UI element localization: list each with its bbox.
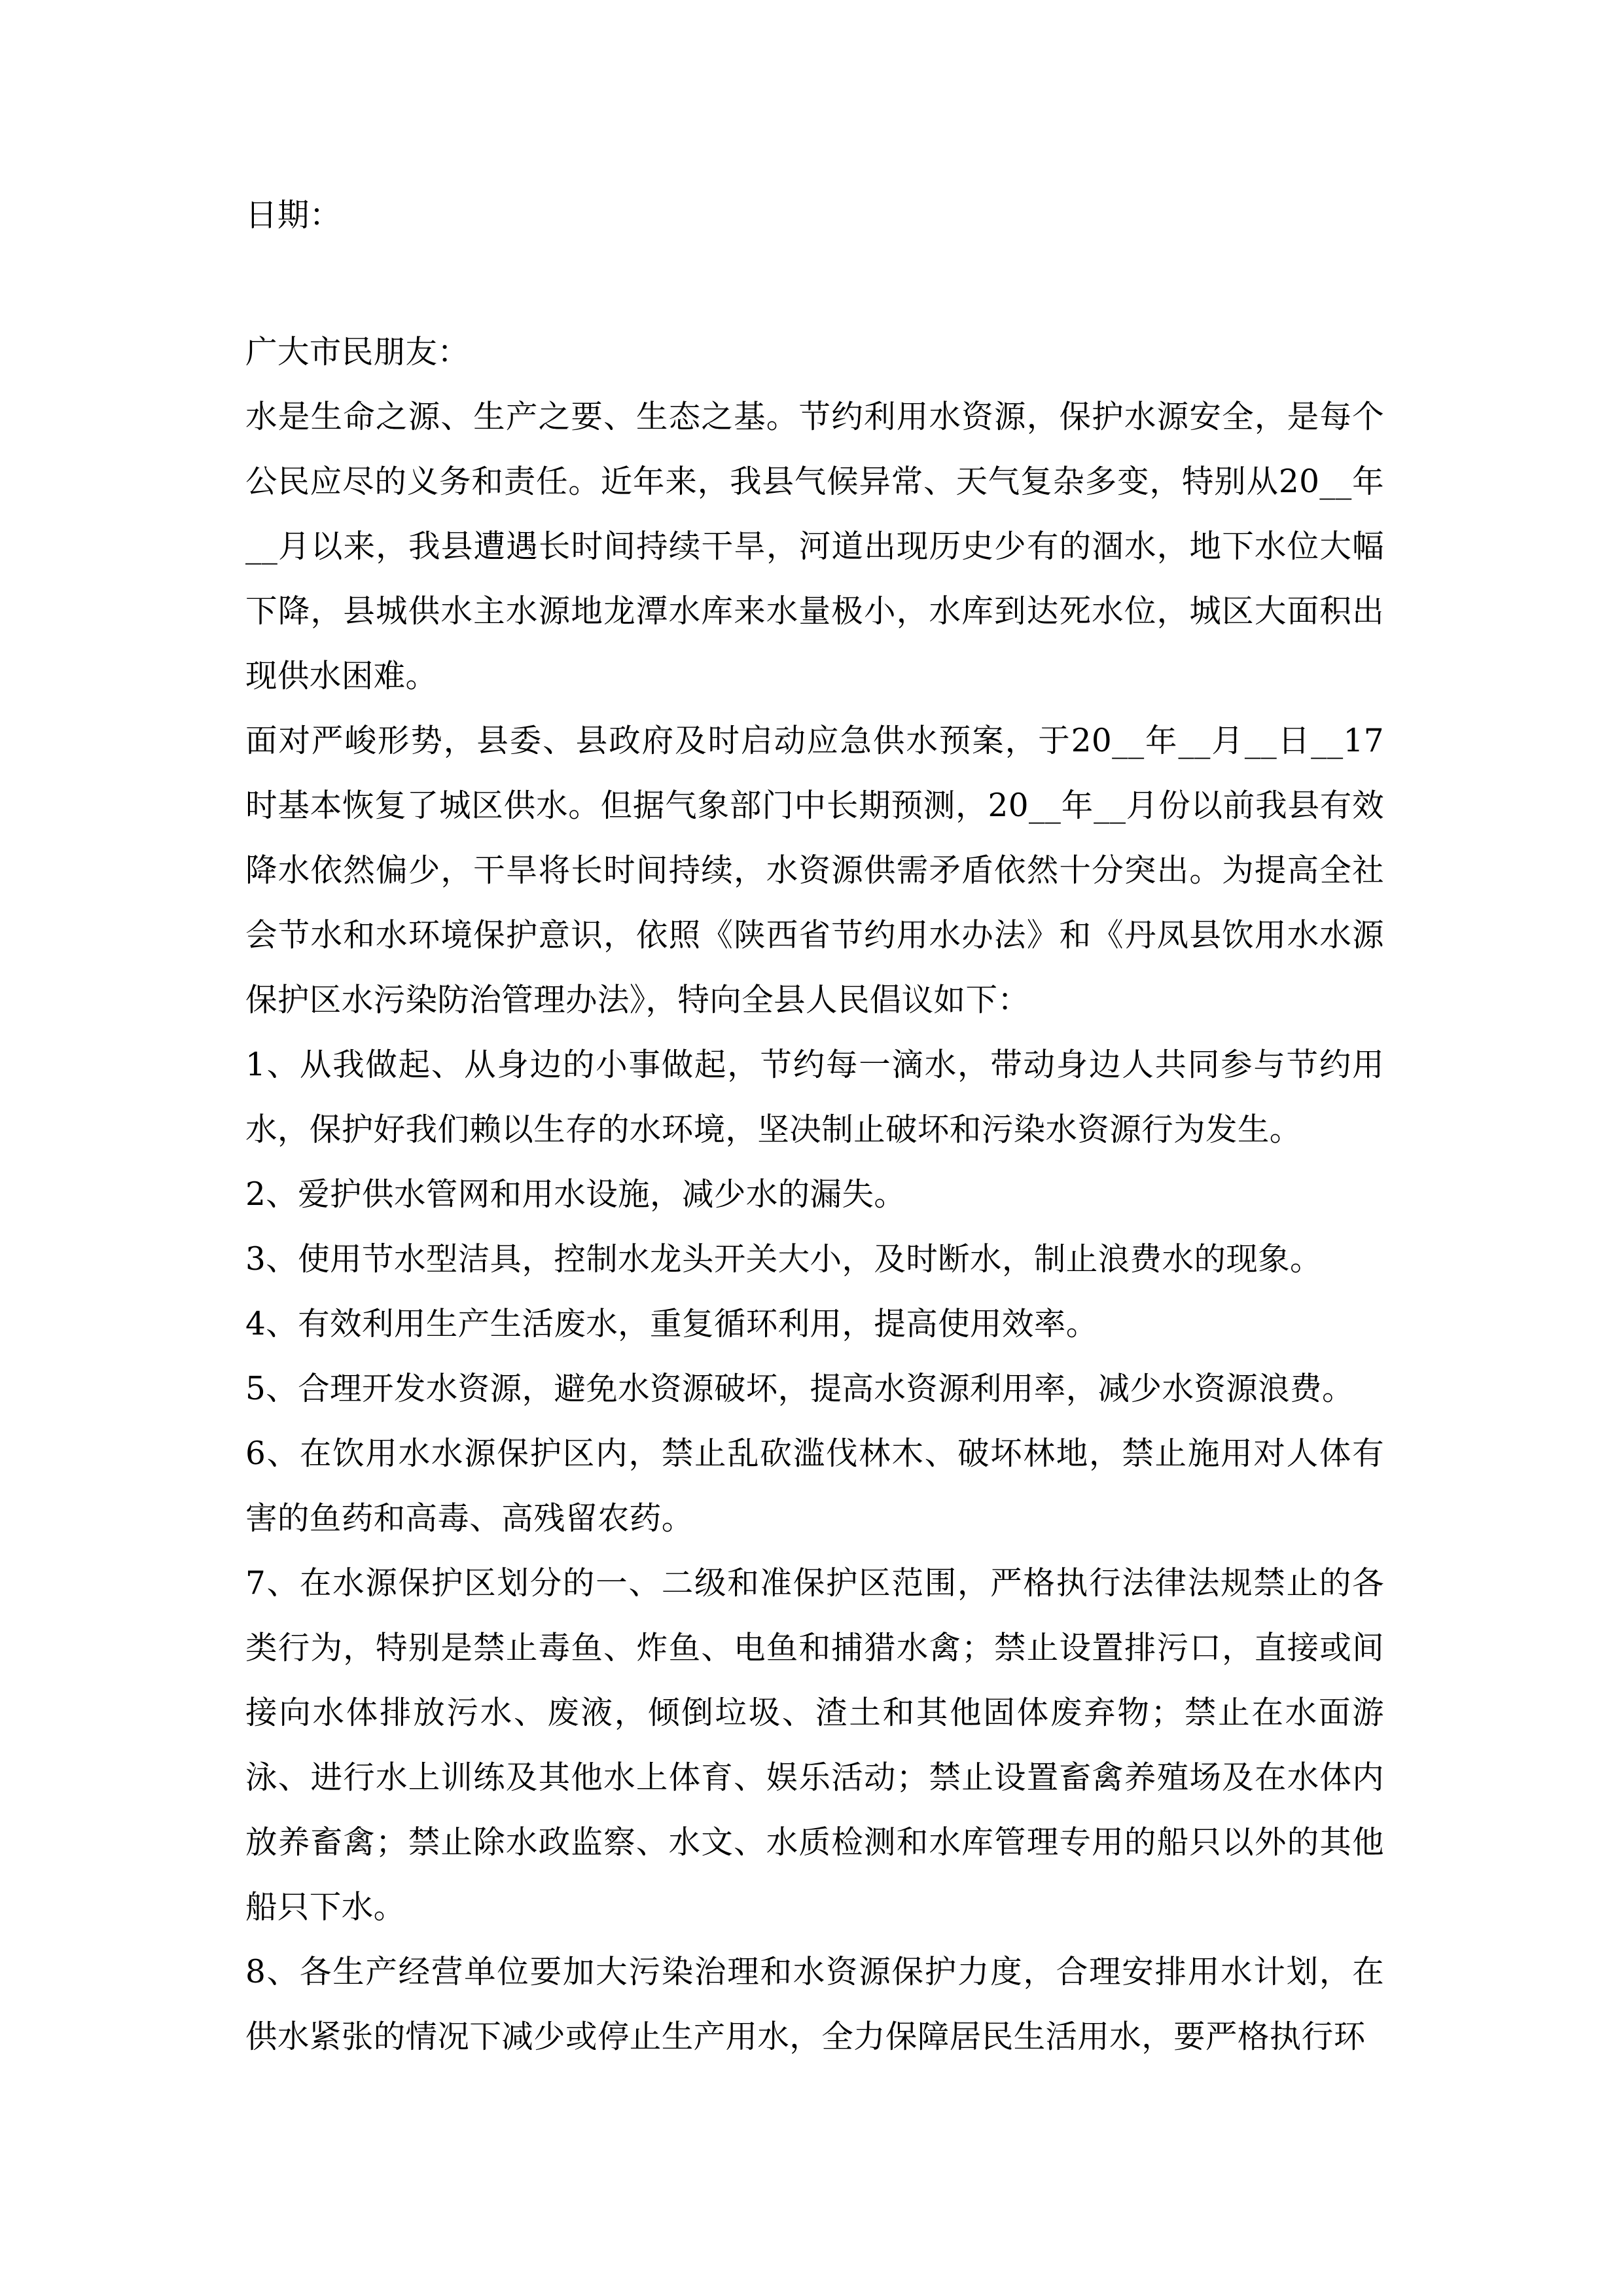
paragraph-response: 面对严峻形势，县委、县政府及时启动应急供水预案，于20__年__月__日__17时基本恢复了城区供水。但据气象部门中长期预测，20__年__月份以前我县有效降水依然偏少，干旱将长时间持续，水资源供需矛盾依然十分突出。为提高全社会节水和水环境保护意识，依照《陕西省节约用水办法》和《丹凤县饮用水水源保护区水污染防治管理办法》，特向全县人民倡议如下： (245, 723, 1384, 1018)
proposal-item-4: 4、有效利用生产生活废水，重复循环利用，提高使用效率。 (245, 1306, 1098, 1342)
document-body (245, 183, 1384, 2070)
proposal-item-3: 3、使用节水型洁具，控制水龙头开关大小，及时断水，制止浪费水的现象。 (245, 1241, 1322, 1278)
proposal-item-6: 6、在饮用水水源保护区内，禁止乱砍滥伐林木、破坏林地，禁止施用对人体有害的鱼药和高毒、高残留农药。 (245, 1435, 1384, 1537)
proposal-item-1: 1、从我做起、从身边的小事做起，节约每一滴水，带动身边人共同参与节约用水，保护好我们赖以生存的水环境，坚决制止破坏和污染水资源行为发生。 (245, 1047, 1384, 1148)
date-label: 日期： (245, 197, 342, 234)
salutation: 广大市民朋友： (245, 334, 470, 370)
paragraph-intro: 水是生命之源、生产之要、生态之基。节约利用水资源，保护水源安全，是每个公民应尽的义务和责任。近年来，我县气候异常、天气复杂多变，特别从20__年__月以来，我县遭遇长时间持续干旱，河道出现历史少有的涸水，地下水位大幅下降，县城供水主水源地龙潭水库来水量极小，水库到达死水位，城区大面积出现供水困难。 (245, 399, 1384, 694)
proposal-item-7: 7、在水源保护区划分的一、二级和准保护区范围，严格执行法律法规禁止的各类行为，特别是禁止毒鱼、炸鱼、电鱼和捕猎水禽；禁止设置排污口，直接或间接向水体排放污水、废液，倾倒垃圾、渣土和其他固体废弃物；禁止在水面游泳、进行水上训练及其他水上体育、娱乐活动；禁止设置畜禽养殖场及在水体内放养畜禽；禁止除水政监察、水文、水质检测和水库管理专用的船只以外的其他船只下水。 (245, 1565, 1384, 1926)
proposal-item-2: 2、爱护供水管网和用水设施，减少水的漏失。 (245, 1176, 906, 1213)
proposal-item-5: 5、合理开发水资源，避免水资源破坏，提高水资源利用率，减少水资源浪费。 (245, 1371, 1354, 1407)
spacer (245, 248, 1384, 320)
proposal-item-8: 8、各生产经营单位要加大污染治理和水资源保护力度，合理安排用水计划，在供水紧张的情况下减少或停止生产用水，全力保障居民生活用水，要严格执行环 (245, 1954, 1384, 2055)
